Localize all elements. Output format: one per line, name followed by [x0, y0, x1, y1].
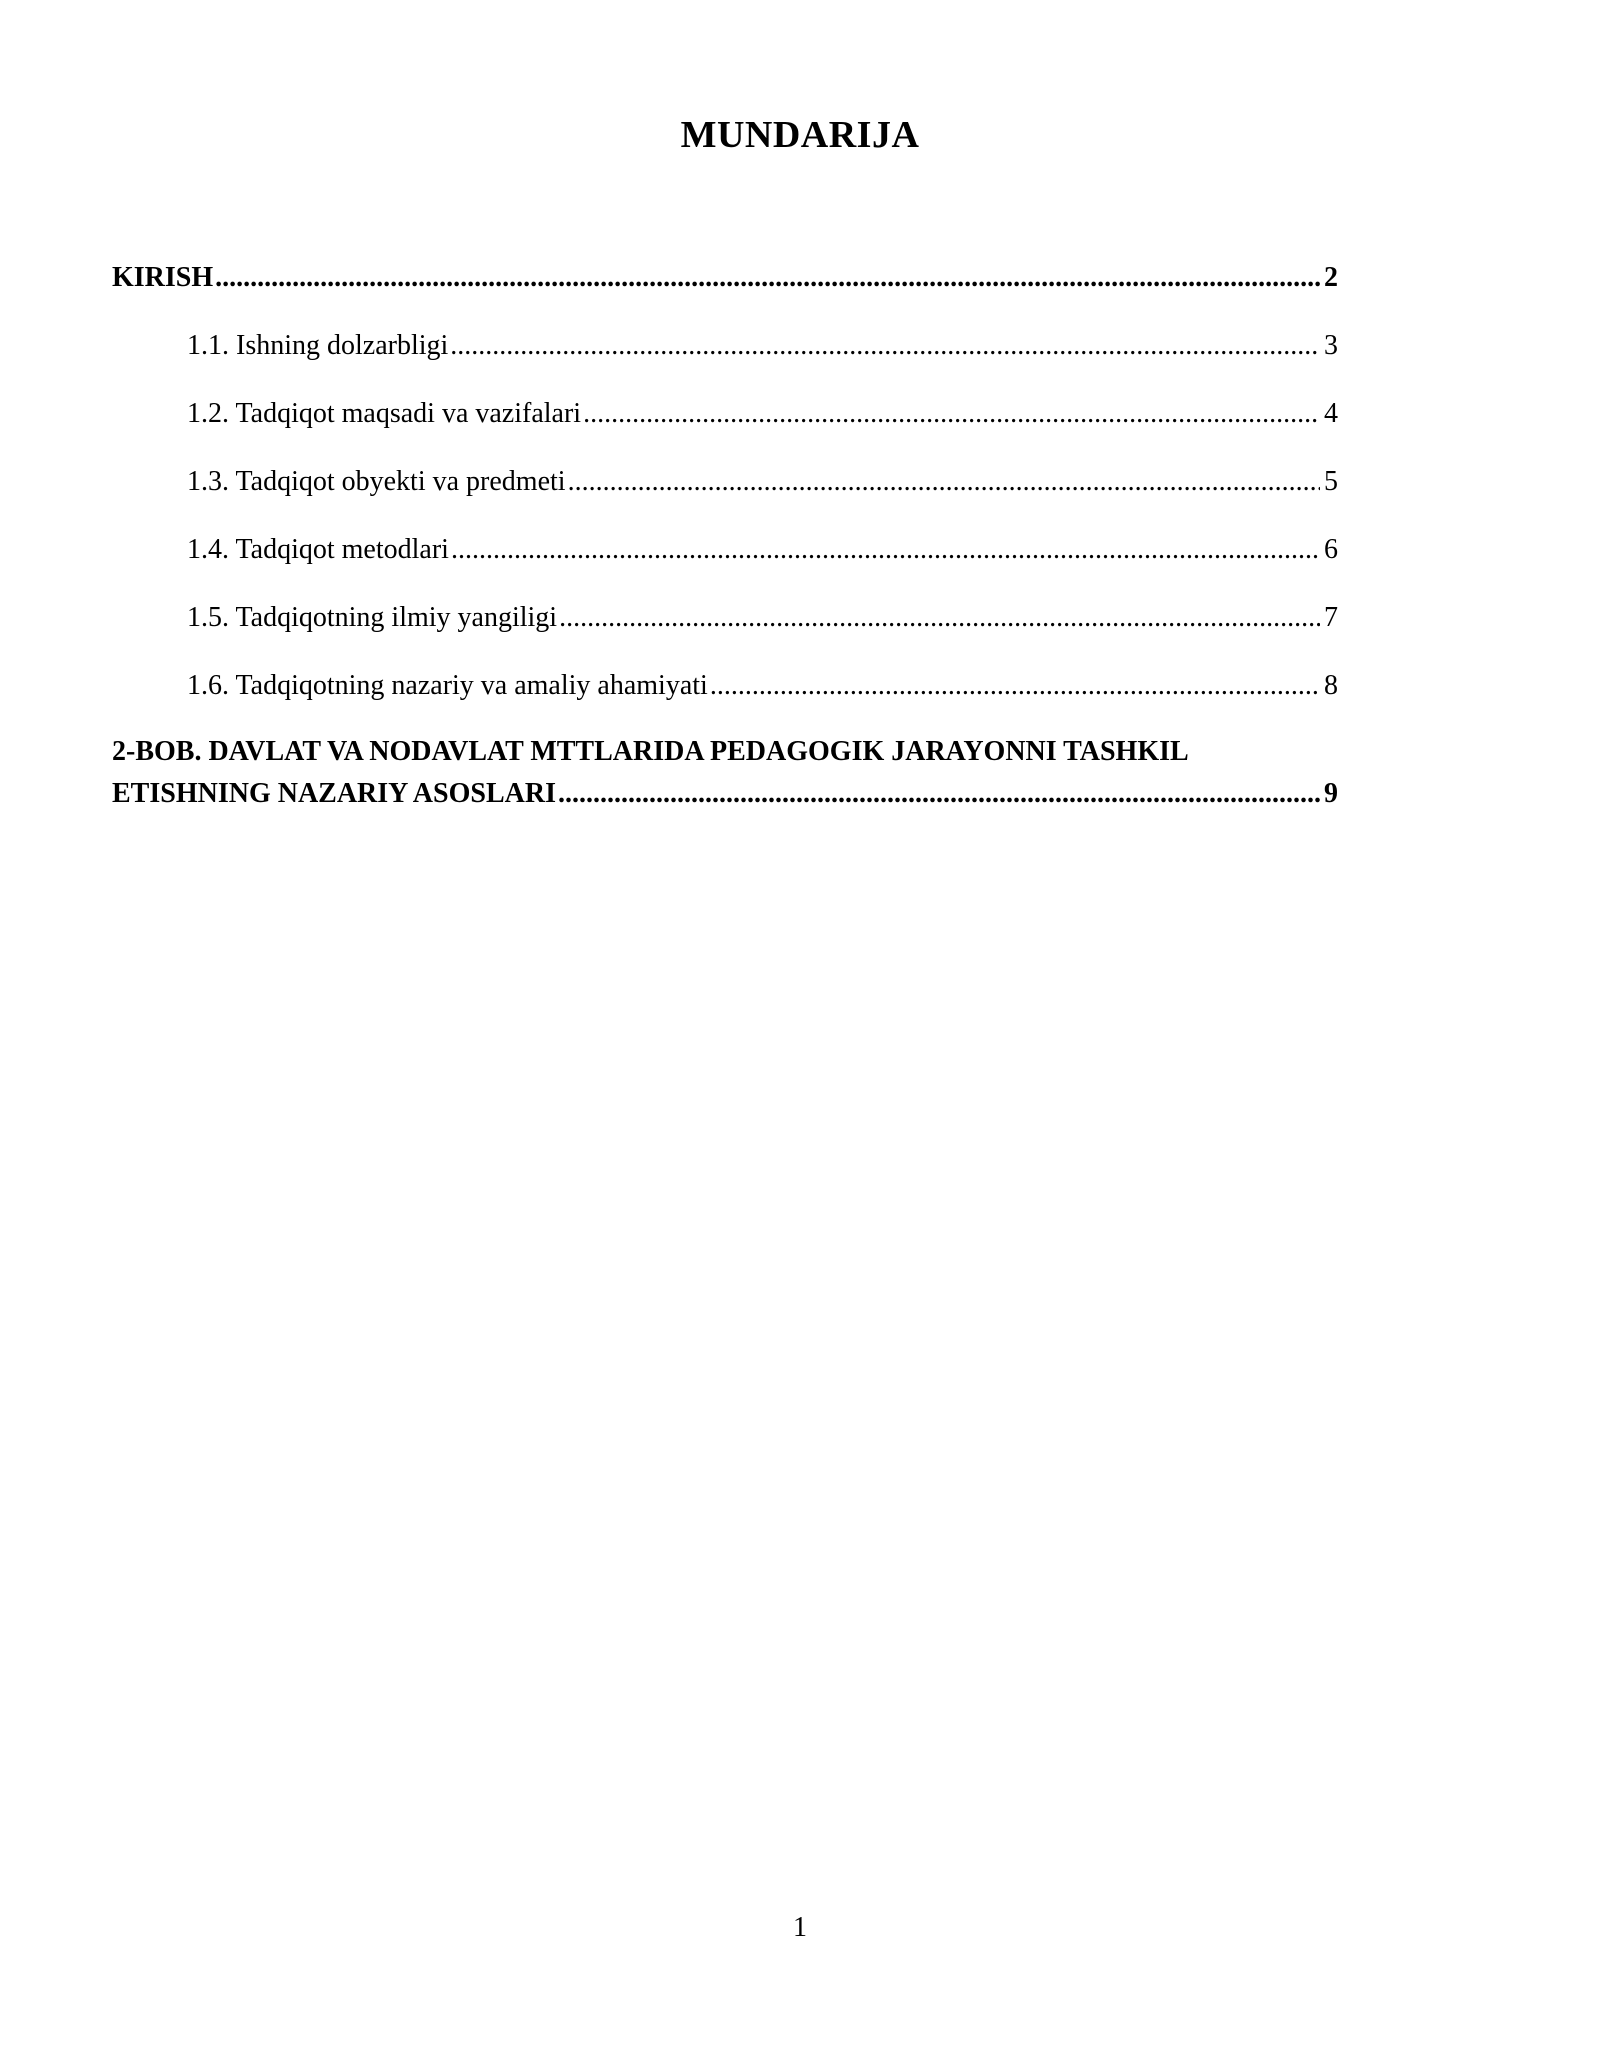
toc-title: MUNDARIJA: [680, 114, 920, 156]
table-of-contents: [112, 255, 1338, 815]
toc-entry-page-number: 7: [1324, 602, 1338, 633]
toc-dot-leader: [558, 773, 1322, 815]
toc-dot-leader: [215, 257, 1320, 299]
toc-entry-page-number: 9: [1324, 778, 1338, 809]
toc-entry-page-number: 6: [1324, 534, 1338, 565]
toc-chapter-title-line-1: 2-BOB. DAVLAT VA NODAVLAT MTTLARIDA PEDAGOGIK JARAYONNI TASHKIL: [112, 736, 1189, 767]
toc-chapter-title-line-2-row: [112, 773, 1338, 815]
toc-entry-page-number: 4: [1324, 398, 1338, 429]
toc-entry-label: 1.3. Tadqiqot obyekti va predmeti: [187, 466, 566, 497]
toc-entry-label: 1.4. Tadqiqot metodlari: [187, 534, 449, 565]
toc-entry-chapter-2[interactable]: [112, 731, 1352, 815]
toc-entry-1-1[interactable]: [112, 323, 1338, 367]
toc-dot-leader: [559, 597, 1320, 639]
toc-chapter-title-line-2: ETISHNING NAZARIY ASOSLARI: [112, 778, 556, 809]
toc-entry-page-number: 3: [1324, 330, 1338, 361]
toc-dot-leader: [451, 529, 1320, 571]
toc-entry-label: KIRISH: [112, 262, 214, 293]
toc-entry-label: 1.6. Tadqiqotning nazariy va amaliy ahamiyati: [187, 670, 708, 701]
toc-dot-leader: [710, 665, 1320, 707]
toc-entry-1-6[interactable]: [112, 663, 1338, 707]
toc-entry-page-number: 8: [1324, 670, 1338, 701]
toc-entry-label: 1.5. Tadqiqotning ilmiy yangiligi: [187, 602, 558, 633]
toc-entry-label: 1.2. Tadqiqot maqsadi va vazifalari: [187, 398, 582, 429]
toc-entry-label: 1.1. Ishning dolzarbligi: [187, 330, 449, 361]
toc-dot-leader: [568, 461, 1320, 503]
toc-entry-kirish[interactable]: [112, 255, 1338, 299]
toc-entry-page-number: 5: [1324, 466, 1338, 497]
page-number-footer: 1: [793, 1912, 807, 1943]
toc-entry-1-5[interactable]: [112, 595, 1338, 639]
toc-dot-leader: [450, 325, 1320, 367]
toc-entry-page-number: 2: [1324, 262, 1338, 293]
toc-entry-1-4[interactable]: [112, 527, 1338, 571]
toc-entry-1-2[interactable]: [112, 391, 1338, 435]
toc-entry-1-3[interactable]: [112, 459, 1338, 503]
toc-dot-leader: [583, 393, 1320, 435]
